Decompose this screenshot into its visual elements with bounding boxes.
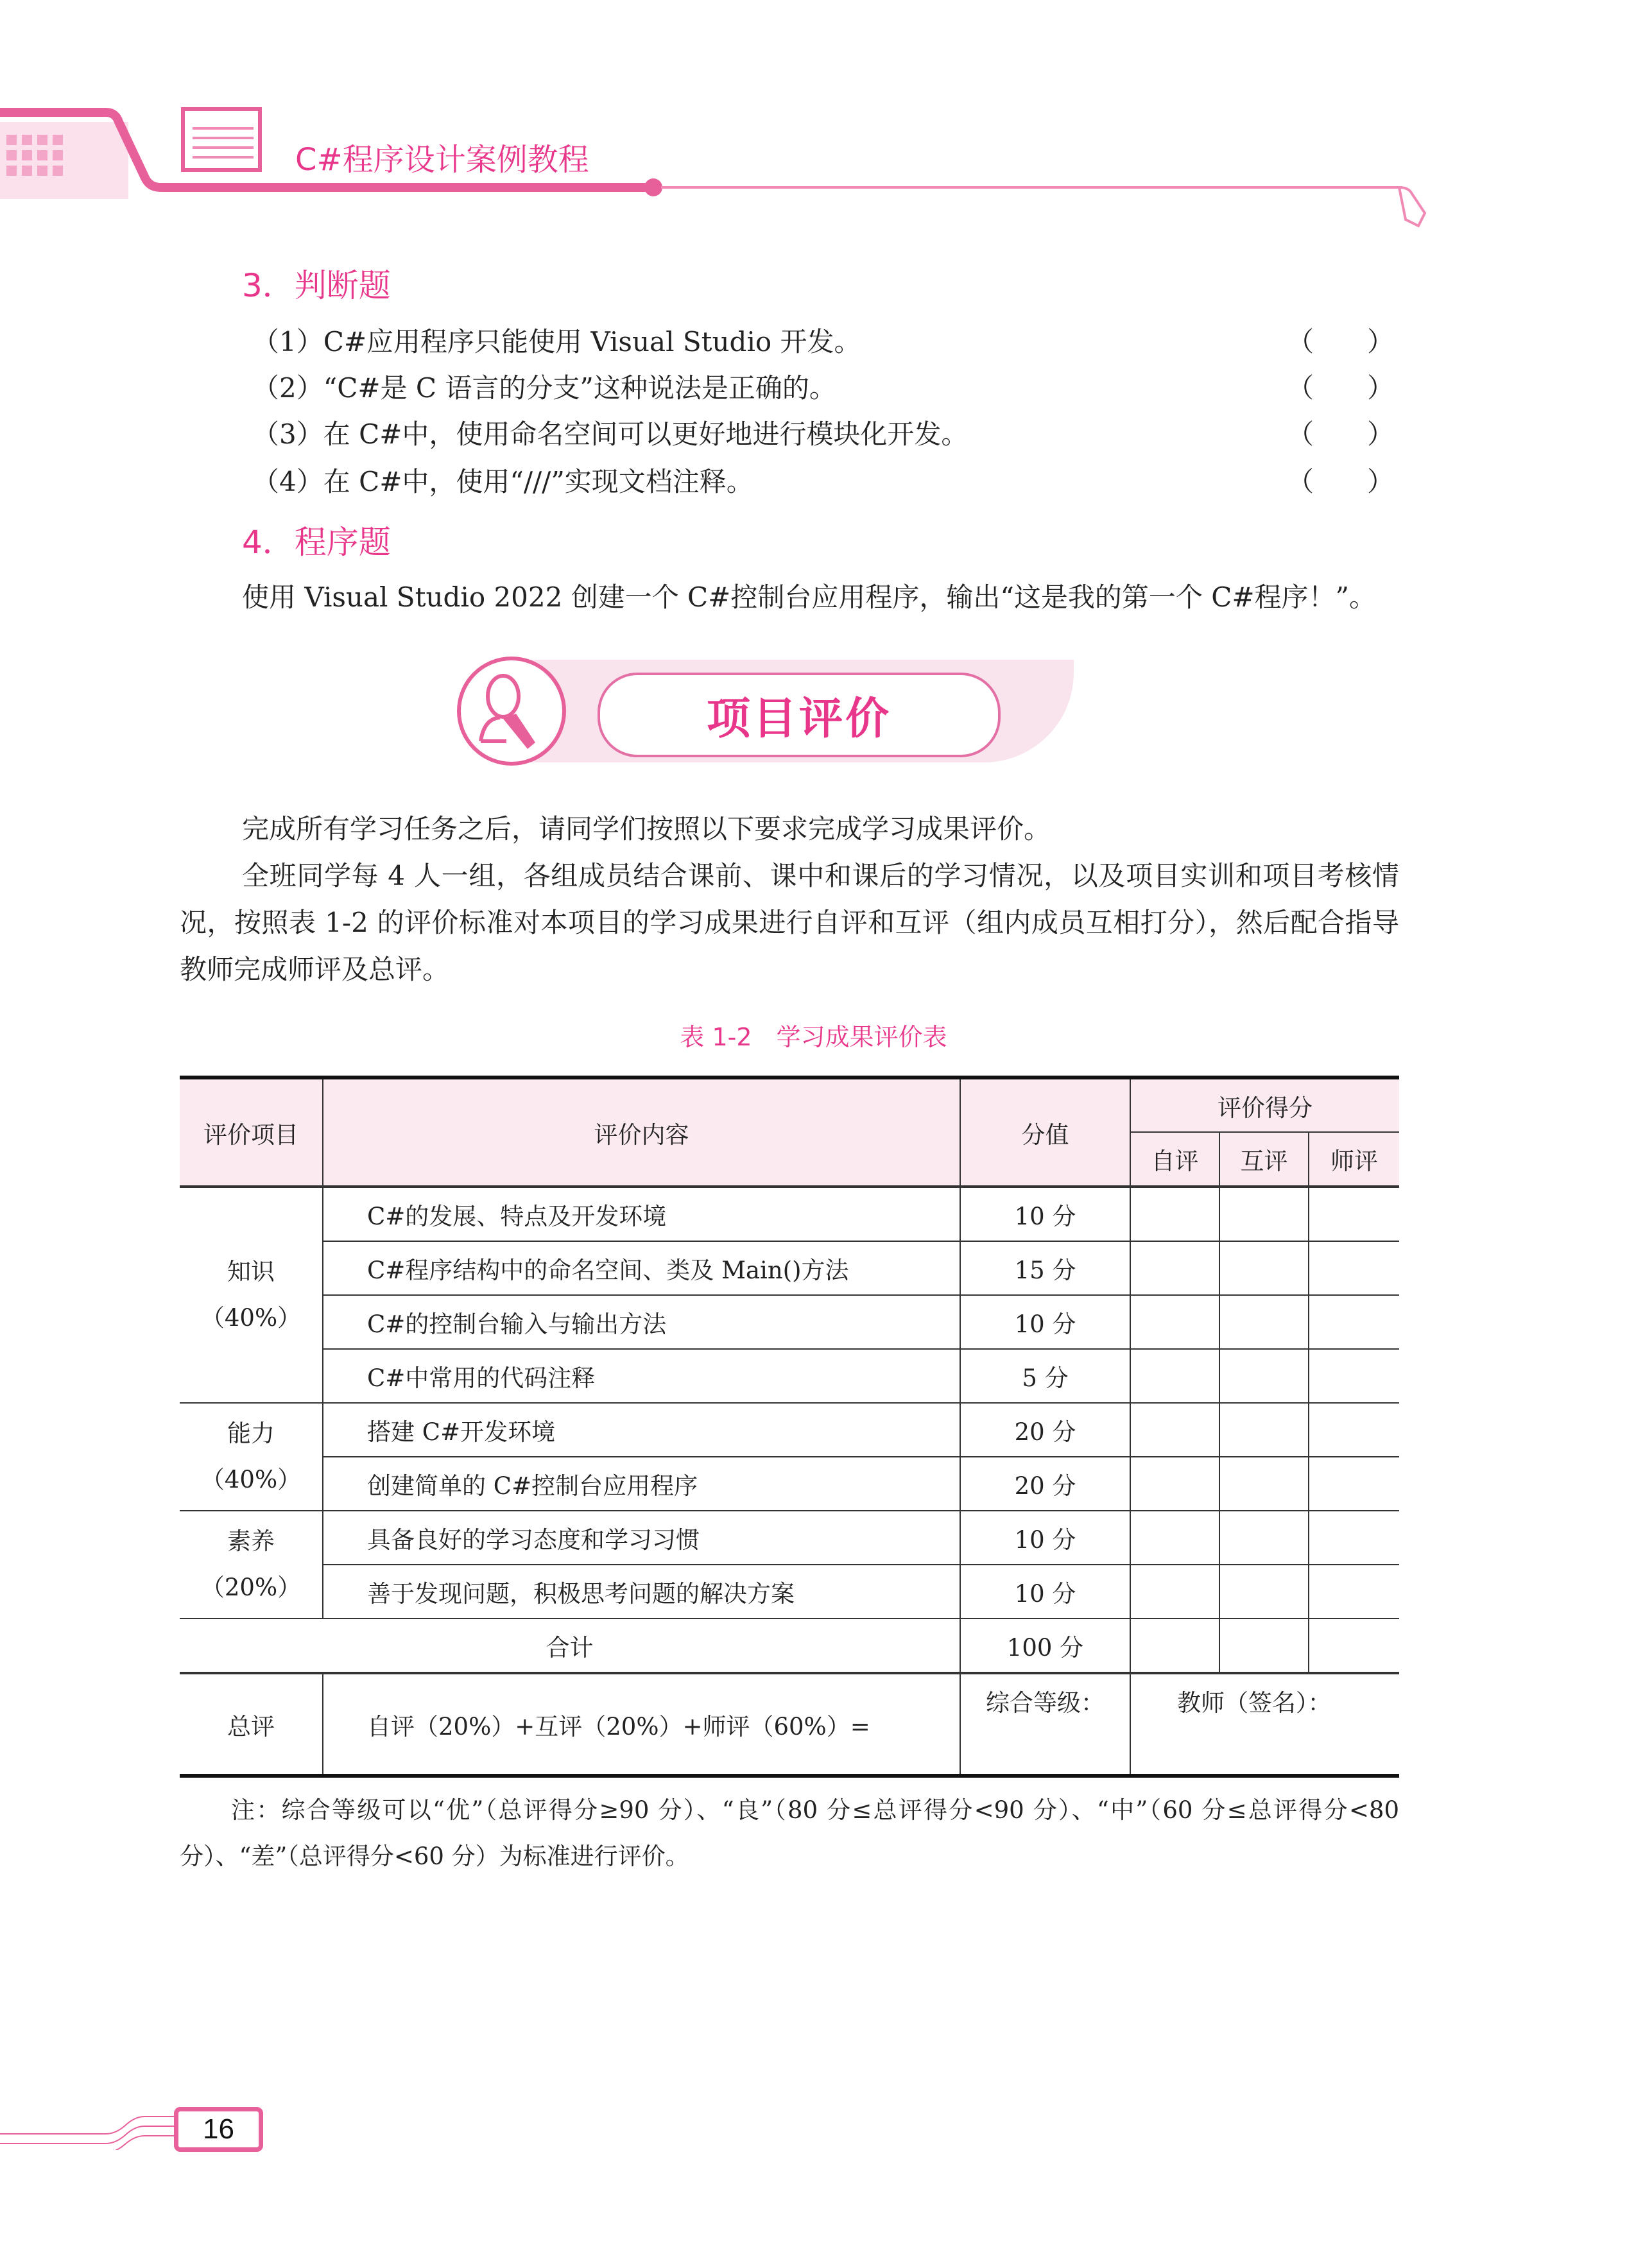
peer-score-cell[interactable]: [1219, 1565, 1309, 1619]
summary-row: [180, 1673, 1399, 1776]
score-cell: 15 分: [960, 1241, 1130, 1295]
question-2: （2）“C#是 C 语言的分支”这种说法是正确的。: [252, 372, 836, 404]
table-caption: 表 1-2 学习成果评价表: [680, 1023, 947, 1051]
banner-title: 项目评价: [706, 693, 891, 744]
score-cell: 10 分: [960, 1565, 1130, 1619]
page-number: 16: [203, 2113, 234, 2145]
header-item: 评价项目: [180, 1078, 323, 1187]
answer-paren-close-2: ）: [1367, 372, 1395, 404]
user-edit-icon: [455, 655, 571, 770]
content-cell: C#中常用的代码注释: [323, 1349, 960, 1403]
answer-paren-open-4: （: [1287, 466, 1314, 497]
self-score-cell[interactable]: [1130, 1565, 1219, 1619]
content-cell: 善于发现问题，积极思考问题的解决方案: [323, 1565, 960, 1619]
answer-paren-open-3: （: [1287, 418, 1314, 450]
teacher-score-cell[interactable]: [1309, 1241, 1399, 1295]
answer-paren-close-3: ）: [1367, 418, 1395, 450]
score-cell: 20 分: [960, 1457, 1130, 1511]
table-row: [180, 1565, 1399, 1619]
header-score: 分值: [960, 1078, 1130, 1187]
self-score-cell[interactable]: [1130, 1457, 1219, 1511]
self-score-cell[interactable]: [1130, 1349, 1219, 1403]
intro-paragraph-1: 完成所有学习任务之后，请同学们按照以下要求完成学习成果评价。: [242, 813, 1051, 845]
score-cell: 20 分: [960, 1403, 1130, 1457]
group-knowledge: [180, 1187, 323, 1403]
question-1: （1）C#应用程序只能使用 Visual Studio 开发。: [252, 326, 861, 357]
self-score-cell[interactable]: [1130, 1187, 1219, 1241]
content-cell: 创建简单的 C#控制台应用程序: [323, 1457, 960, 1511]
header-peer: 互评: [1219, 1132, 1309, 1187]
answer-paren-close-4: ）: [1367, 466, 1395, 497]
peer-score-cell[interactable]: [1219, 1457, 1309, 1511]
program-question: 使用 Visual Studio 2022 创建一个 C#控制台应用程序，输出“这是我的第一个 C#程序！”。: [242, 581, 1376, 613]
total-label: 合计: [180, 1619, 960, 1673]
self-score-cell[interactable]: [1130, 1295, 1219, 1349]
total-row: [180, 1619, 1399, 1673]
table-row: [180, 1349, 1399, 1403]
header-content: 评价内容: [323, 1078, 960, 1187]
peer-score-cell[interactable]: [1219, 1187, 1309, 1241]
peer-score-cell[interactable]: [1219, 1241, 1309, 1295]
section-3-title: 3．判断题: [242, 267, 391, 304]
teacher-score-cell[interactable]: [1309, 1295, 1399, 1349]
peer-score-cell[interactable]: [1219, 1349, 1309, 1403]
answer-paren-open-2: （: [1287, 372, 1314, 404]
header-self: 自评: [1130, 1132, 1219, 1187]
peer-score-cell[interactable]: [1219, 1295, 1309, 1349]
teacher-score-cell[interactable]: [1309, 1565, 1399, 1619]
teacher-score-cell[interactable]: [1309, 1457, 1399, 1511]
peer-score-cell[interactable]: [1219, 1511, 1309, 1565]
header-group: 评价得分: [1130, 1078, 1399, 1132]
evaluation-table: [180, 1076, 1399, 1778]
score-cell: 5 分: [960, 1349, 1130, 1403]
header-line-icon: [0, 96, 1476, 244]
teacher-score-cell[interactable]: [1309, 1403, 1399, 1457]
question-3: （3）在 C#中，使用命名空间可以更好地进行模块化开发。: [252, 418, 968, 450]
teacher-total-cell[interactable]: [1309, 1619, 1399, 1673]
content-cell: C#的控制台输入与输出方法: [323, 1295, 960, 1349]
peer-score-cell[interactable]: [1219, 1403, 1309, 1457]
teacher-signature-field[interactable]: 教师（签名）：: [1130, 1673, 1399, 1776]
teacher-score-cell[interactable]: [1309, 1349, 1399, 1403]
page-number-box: [174, 2107, 263, 2152]
table-row: [180, 1403, 1399, 1457]
table-row: [180, 1241, 1399, 1295]
summary-label: 总评: [180, 1673, 323, 1776]
group-weight: （40%）: [200, 1304, 302, 1332]
table-row: [180, 1457, 1399, 1511]
group-name: 能力: [227, 1420, 275, 1447]
group-weight: （20%）: [200, 1574, 302, 1601]
book-title: C#程序设计案例教程: [295, 142, 589, 178]
group-name: 素养: [227, 1527, 275, 1555]
score-cell: 10 分: [960, 1187, 1130, 1241]
content-cell: C#程序结构中的命名空间、类及 Main()方法: [323, 1241, 960, 1295]
question-4: （4）在 C#中，使用“///”实现文档注释。: [252, 466, 753, 497]
summary-formula: 自评（20%）+互评（20%）+师评（60%）=: [323, 1673, 960, 1776]
grade-field[interactable]: 综合等级：: [960, 1673, 1130, 1776]
intro-paragraph-2: 全班同学每 4 人一组，各组成员结合课前、课中和课后的学习情况，以及项目实训和项目考核情况，按照表 1-2 的评价标准对本项目的学习成果进行自评和互评（组内成员互相打分），然后配合指导教师完成师评及总评。: [180, 860, 1399, 985]
answer-paren-close-1: ）: [1367, 326, 1395, 357]
group-literacy: [180, 1511, 323, 1619]
total-score: 100 分: [960, 1619, 1130, 1673]
table-row: [180, 1295, 1399, 1349]
table-note: 注：综合等级可以“优”（总评得分≥90 分）、“良”（80 分≤总评得分<90 分）、“中”（60 分≤总评得分<80 分）、“差”（总评得分<60 分）为标准进行评价。: [180, 1796, 1399, 1870]
teacher-score-cell[interactable]: [1309, 1511, 1399, 1565]
self-score-cell[interactable]: [1130, 1403, 1219, 1457]
score-cell: 10 分: [960, 1511, 1130, 1565]
section-4-title: 4．程序题: [242, 524, 391, 561]
self-score-cell[interactable]: [1130, 1511, 1219, 1565]
table-row: [180, 1187, 1399, 1241]
self-score-cell[interactable]: [1130, 1241, 1219, 1295]
project-evaluation-banner: [455, 655, 1074, 764]
group-name: 知识: [227, 1258, 275, 1285]
content-cell: 具备良好的学习态度和学习习惯: [323, 1511, 960, 1565]
header-teacher: 师评: [1309, 1132, 1399, 1187]
peer-total-cell[interactable]: [1219, 1619, 1309, 1673]
content-cell: C#的发展、特点及开发环境: [323, 1187, 960, 1241]
teacher-score-cell[interactable]: [1309, 1187, 1399, 1241]
score-cell: 10 分: [960, 1295, 1130, 1349]
table-row: [180, 1511, 1399, 1565]
group-weight: （40%）: [200, 1466, 302, 1493]
self-total-cell[interactable]: [1130, 1619, 1219, 1673]
content-cell: 搭建 C#开发环境: [323, 1403, 960, 1457]
group-ability: [180, 1403, 323, 1511]
header-decoration: [0, 96, 1476, 244]
answer-paren-open-1: （: [1287, 326, 1314, 357]
page-lines-icon: [0, 2111, 176, 2150]
